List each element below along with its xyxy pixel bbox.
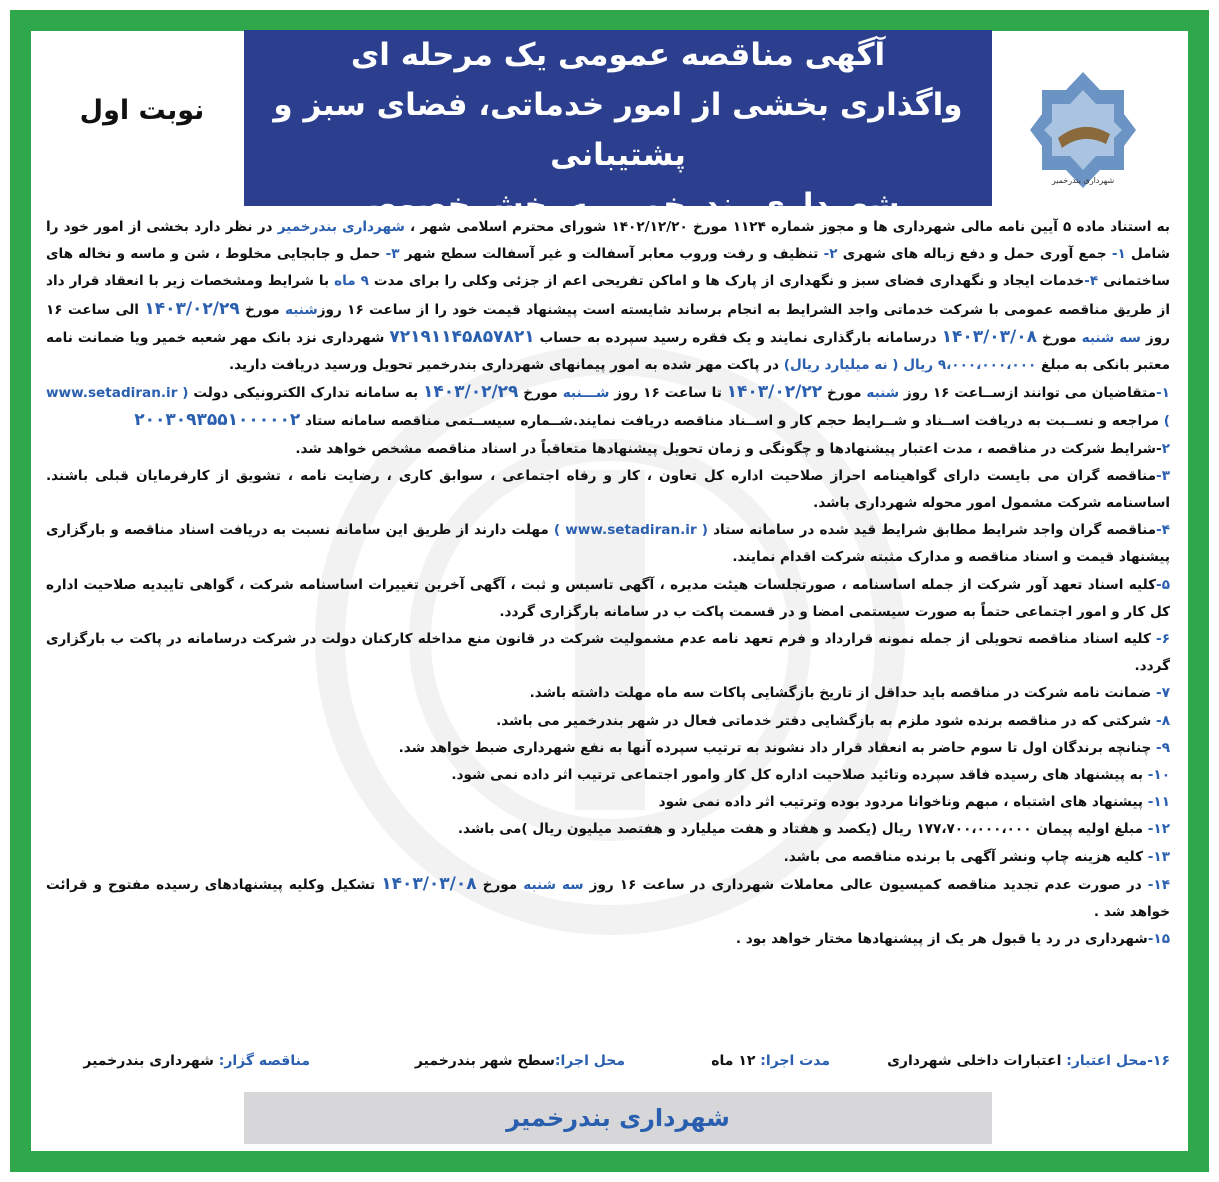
- execution-place: محل اجرا:سطح شهر بندرخمیر: [414, 1053, 625, 1069]
- list-item: ۸- شرکتی که در مناقصه برنده شود ملزم به بازگشایی دفتر خدماتی فعال در شهر بندرخمیر می باشد.: [496, 712, 1170, 729]
- notice-body: [46, 214, 1170, 1084]
- list-item: ۱۵-شهرداری در رد یا قبول هر یک از پیشنهادها مختار خواهد بود .: [735, 931, 1170, 948]
- signature-band: شهرداری بندرخمیر: [244, 1092, 992, 1144]
- title-line-2: واگذاری بخشی از امور خدماتی، فضای سبز و پشتیبانی: [273, 87, 963, 173]
- list-item: ۱-متقاضیان می توانند ازســاعت ۱۶ روز شنبه مورخ ۱۴۰۳/۰۲/۲۲ تا ساعت ۱۶ روز شـــنبه مورخ ۱۴۰۳/۰۲/۲۹ به سامانه تدارک الکترونیکی دولت ( www.setadiran.ir ) مراجعه و نســبت به دریافت اســناد و شــرایط حجم کار و اســناد مناقصه دریافت نمایند.شــماره سیســتمی مناقصه سامانه ستاد ۲۰۰۳۰۹۳۵۵۱۰۰۰۰۰۲: [46, 382, 1170, 431]
- list-item: ۶- کلیه اسناد مناقصه تحویلی از جمله نمونه قرارداد و فرم تعهد نامه عدم مشمولیت شرکت در قانون منع مداخله کارکنان دولت در شرکت درسامانه در پاکت ب بارگزاری گردد.: [46, 631, 1170, 675]
- list-item: ۷- ضمانت نامه شرکت در مناقصه باید حداقل از تاریخ بازگشایی پاکات سه ماه مهلت داشته باشد.: [529, 685, 1170, 702]
- list-item: ۴-مناقصه گران واجد شرایط مطابق شرایط قید شده در سامانه ستاد ( www.setadiran.ir ) مهلت دارند از طریق این سامانه نسبت به دریافت اسناد مناقصه و بارگزاری پیشنهاد قیمت و اسناد مناقصه و مدارک مثبته شرکت اقدام نمایند.: [46, 522, 1171, 566]
- tender-organizer: مناقصه گزار: شهرداری بندرخمیر: [83, 1053, 310, 1069]
- title-banner: [244, 30, 992, 223]
- execution-duration: مدت اجرا: ۱۲ ماه: [711, 1053, 830, 1069]
- list-item: ۱۲- مبلغ اولیه پیمان ۱۷۷،۷۰۰،۰۰۰،۰۰۰ ریال (یکصد و هفتاد و هفت میلیارد و هفتصد میلیون ریال )می باشد.: [457, 821, 1170, 838]
- list-item: ۳-مناقصه گران می بایست دارای گواهینامه احراز صلاحیت اداره کل تعاون ، کار و رفاه اجتماعی ، سوابق کاری ، رضایت نامه ، تشویق از کارفرمایان قبلی باشند. اساسنامه شرکت مشمول امور محوله شهرداری باشد.: [46, 467, 1170, 512]
- title-line-1: آگهی مناقصه عمومی یک مرحله ای: [350, 37, 886, 73]
- credit-source: ۱۶-محل اعتبار: اعتبارات داخلی شهرداری: [887, 1053, 1170, 1069]
- list-item: ۹- چنانچه برندگان اول تا سوم حاضر به انعقاد قرار داد نشوند به ترتیب سپرده آنها به نفع شهرداری ضبط خواهد شد.: [398, 739, 1170, 756]
- list-item: ۱۰- به پیشنهاد های رسیده فاقد سپرده وتائید صلاحیت اداره کل کار وامور اجتماعی ترتیب اثر داده نمی شود.: [451, 767, 1170, 784]
- list-item: ۱۴- در صورت عدم تجدید مناقصه کمیسیون عالی معاملات شهرداری در ساعت ۱۶ روز سه شنبه مورخ ۱۴۰۳/۰۳/۰۸ تشکیل وکلیه پیشنهادهای رسیده مفتوح و قرائت خواهد شد .: [46, 873, 1171, 921]
- list-item: ۲-شرایط شرکت در مناقصه ، مدت اعتبار پیشنهادها و چگونگی و زمان تحویل پیشنهادها متعاقباً در اسناد مناقصه مشخص خواهد شد.: [295, 440, 1170, 457]
- intro-paragraph: به استناد ماده ۵ آیین نامه مالی شهرداری ها و مجوز شماره ۱۱۲۴ مورخ ۱۴۰۲/۱۲/۲۰ شورای محترم اسلامی شهر ، شهرداری بندرخمیر در نظر دارد بخشی از امور خود را شامل ۱- جمع آوری حمل و دفع زباله های شهری ۲- تنظیف و رفت وروب معابر آسفالت و غیر آسفالت سطح شهر ۳- حمل و جابجایی مخلوط ، شن و ماسه و نخاله های ساختمانی ۴-خدمات ایجاد و نگهداری فضای سبز و نگهداری از پارک ها و اماکن تفریحی اعم از جزئی وکلی را برای مدت ۹ ماه با شرایط ومشخصات زیر با انعقاد قرار داد از طریق مناقصه عمومی با شرکت خدماتی واجد الشرایط به انجام برساند شایسته است پیشنهاد قیمت خود را از ساعت ۱۶ روزشنبه مورخ ۱۴۰۳/۰۲/۲۹ الی ساعت ۱۶ روز سه شنبه مورخ ۱۴۰۳/۰۳/۰۸ درسامانه بارگذاری نمایند و یک فقره رسید سپرده به حساب ۷۲۱۹۱۱۴۵۸۵۷۸۲۱ شهرداری نزد بانک مهر شعبه خمیر ویا ضمانت نامه معتبر بانکی به مبلغ ۹،۰۰۰،۰۰۰،۰۰۰ ریال ( نه میلیارد ریال) در پاکت مهر شده به امور پیمانهای شهرداری بندرخمیر تحویل ورسید دریافت دارید.: [46, 219, 1170, 374]
- municipality-logo-icon: [1028, 68, 1138, 192]
- list-item: ۱۱- پیشنهاد های اشتباه ، مبهم وناخوانا مردود بوده وترتیب اثر داده نمی شود: [658, 794, 1170, 811]
- first-issue-label: نوبت اول: [79, 95, 205, 126]
- logo-caption: شهرداری بندرخمیر: [1051, 176, 1115, 185]
- title-line-3: شهرداری بندرخمیر به بخش خصوصی: [336, 187, 900, 223]
- footer-details: [46, 1053, 1170, 1079]
- list-item: ۱۳- کلیه هزینه چاپ ونشر آگهی با برنده مناقصه می باشد.: [783, 848, 1170, 865]
- list-item: ۵-کلیه اسناد تعهد آور شرکت از جمله اساسنامه ، صورتجلسات هیئت مدیره ، آگهی تاسیس و ثبت ، آگهی آخرین تغییرات اساسنامه شرکت ، گواهی تاییدیه صلاحیت اداره کل کار و امور اجتماعی حتماً به صورت سیستمی امضا و در قسمت پاکت ب در سامانه بارگزاری گردد.: [46, 576, 1170, 620]
